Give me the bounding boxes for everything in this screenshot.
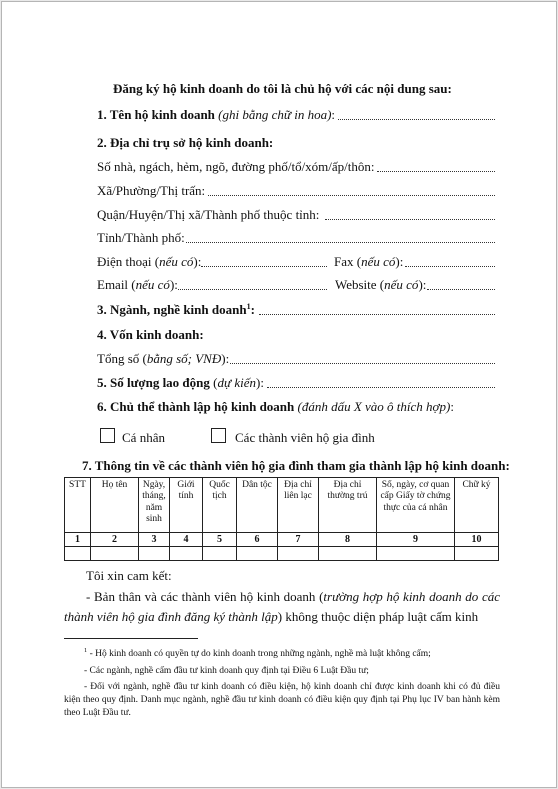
table-row: [65, 547, 499, 561]
table-cell[interactable]: [65, 547, 91, 561]
total-capital-label: Tổng số (bằng số; VNĐ):: [97, 351, 230, 366]
column-header: Số, ngày, cơ quan cấp Giấy tờ chứng thực của cá nhân: [377, 478, 455, 533]
column-number: 7: [278, 533, 319, 547]
column-number: 3: [139, 533, 170, 547]
total-capital-field[interactable]: [230, 363, 495, 364]
column-number: 6: [237, 533, 278, 547]
ward-field[interactable]: [208, 195, 495, 196]
table-cell[interactable]: [170, 547, 203, 561]
column-header: Quốc tịch: [203, 478, 237, 533]
ward-label: Xã/Phường/Thị trấn:: [97, 183, 206, 198]
table-cell[interactable]: [139, 547, 170, 561]
table-cell[interactable]: [319, 547, 377, 561]
fax-field[interactable]: [405, 266, 495, 267]
household-members-checkbox[interactable]: [211, 428, 226, 443]
business-name-field[interactable]: [338, 119, 495, 120]
phone-label: Điện thoại (nếu có):: [97, 254, 202, 269]
column-header: Họ tên: [91, 478, 139, 533]
document-page: [1, 1, 557, 788]
business-line-label: 3. Ngành, nghề kinh doanh$^1$:: [97, 302, 255, 317]
column-number: 9: [377, 533, 455, 547]
column-number: 4: [170, 533, 203, 547]
column-number-row: [65, 533, 499, 547]
table-header-row: [65, 478, 499, 533]
column-header: Địa chỉ liên lạc: [278, 478, 319, 533]
business-line-field[interactable]: [259, 314, 495, 315]
members-table: [64, 477, 499, 561]
commitment-paragraph: - Bản thân và các thành viên hộ kinh doanh (trường hợp hộ kinh doanh do các thành viên hộ gia đình đăng ký thành lập) không thuộc diện pháp luật cấm kinh: [64, 589, 500, 624]
column-number: 10: [455, 533, 499, 547]
footnote-1: $^1$ - Hộ kinh doanh có quyền tự do kinh doanh trong những ngành, nghề mà luật không cấm;: [84, 647, 431, 659]
household-members-option-label: Các thành viên hộ gia đình: [235, 430, 375, 445]
phone-field[interactable]: [201, 266, 327, 267]
individual-option-label: Cá nhân: [122, 430, 165, 445]
column-header: STT: [65, 478, 91, 533]
employees-label: 5. Số lượng lao động (dự kiến):: [97, 375, 264, 390]
column-number: 2: [91, 533, 139, 547]
column-header: Dân tộc: [237, 478, 278, 533]
column-number: 5: [203, 533, 237, 547]
district-field[interactable]: [325, 219, 495, 220]
table-cell[interactable]: [278, 547, 319, 561]
district-label: Quận/Huyện/Thị xã/Thành phố thuộc tỉnh:: [97, 207, 320, 222]
website-label: Website (nếu có):: [335, 277, 427, 292]
column-header: Ngày, tháng, năm sinh: [139, 478, 170, 533]
founder-type-label: 6. Chủ thể thành lập hộ kinh doanh (đánh dấu X vào ô thích hợp):: [97, 399, 454, 414]
table-cell[interactable]: [237, 547, 278, 561]
business-name-label: 1. Tên hộ kinh doanh (ghi bằng chữ in hoa):: [97, 107, 336, 122]
fax-label: Fax (nếu có):: [334, 254, 404, 269]
email-label: Email (nếu có):: [97, 277, 178, 292]
footnote-separator: [64, 638, 198, 639]
employees-field[interactable]: [267, 387, 495, 388]
email-field[interactable]: [178, 289, 327, 290]
form-heading: Đăng ký hộ kinh doanh do tôi là chủ hộ với các nội dung sau:: [113, 81, 452, 96]
table-cell[interactable]: [377, 547, 455, 561]
street-label: Số nhà, ngách, hẻm, ngõ, đường phố/tổ/xóm/ấp/thôn:: [97, 159, 375, 174]
column-number: 8: [319, 533, 377, 547]
column-header: Địa chỉ thường trú: [319, 478, 377, 533]
column-header: Giới tính: [170, 478, 203, 533]
province-label: Tỉnh/Thành phố:: [97, 230, 185, 245]
province-field[interactable]: [186, 242, 495, 243]
column-number: 1: [65, 533, 91, 547]
members-section-title: 7. Thông tin về các thành viên hộ gia đình tham gia thành lập hộ kinh doanh:: [82, 458, 510, 473]
address-section-title: 2. Địa chỉ trụ sở hộ kinh doanh:: [97, 135, 274, 150]
individual-checkbox[interactable]: [100, 428, 115, 443]
column-header: Chữ ký: [455, 478, 499, 533]
website-field[interactable]: [427, 289, 495, 290]
capital-section-title: 4. Vốn kinh doanh:: [97, 327, 204, 342]
street-field[interactable]: [377, 171, 495, 172]
table-cell[interactable]: [203, 547, 237, 561]
footnote-2: - Các ngành, nghề cấm đầu tư kinh doanh quy định tại Điều 6 Luật Đầu tư;: [84, 666, 369, 676]
footnote-3: - Đối với ngành, nghề đầu tư kinh doanh có điều kiện, hộ kinh doanh chỉ được kinh doanh khi có đủ điều kiện theo quy định. Danh mục ngành, nghề đầu tư kinh doanh có điều kiện quy định tại Phụ lục IV ban hành kèm theo Luật Đầu tư.: [64, 682, 500, 719]
table-cell[interactable]: [91, 547, 139, 561]
table-cell[interactable]: [455, 547, 499, 561]
commitment-intro: Tôi xin cam kết:: [86, 568, 172, 583]
